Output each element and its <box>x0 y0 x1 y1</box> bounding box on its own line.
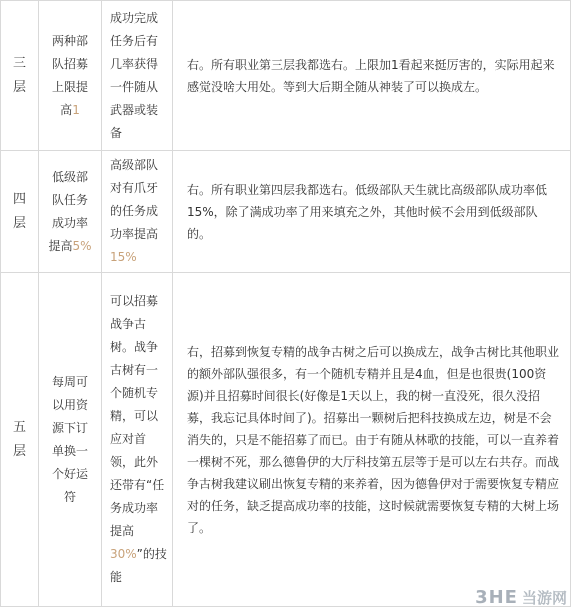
talent-effect-number: 15% <box>110 250 137 264</box>
choice-cell <box>173 273 571 607</box>
talent-name: 两种部队招募上限提高 <box>51 33 88 117</box>
tier-label: 五层 <box>12 419 26 459</box>
talent-effect: 成功完成任务后有几率获得一件随从武器或装备 <box>110 10 159 140</box>
talent-effect-cell <box>102 1 173 151</box>
table-row <box>1 273 571 607</box>
choice-text: 右，招募到恢复专精的战争古树之后可以换成左，战争古树比其他职业的额外部队强很多，有一个随机专精并且是4血，但是也很贵(100资源)并且招募时间很长(好像是1天以上，我的树一直没死，很久没招募，我忘记具体时间了)。招募出一颗树后把科技换成左边，树是不会消失的，只是不能招募了而已。由于有随从林歌的技能，可以一直养着一棵树不死，那么德鲁伊的大厅科技第五层等于是可以左右共存。而战争古树我建议刷出恢复专精的来养着，因为德鲁伊对于需要恢复专精应对的任务，缺乏提高成功率的技能，这时候就需要恢复专精的大树上场了。 <box>187 344 560 535</box>
talent-effect-tail: ”的技能 <box>110 547 167 584</box>
site-watermark <box>475 587 567 608</box>
tier-cell <box>1 273 39 607</box>
talent-name: 每周可以用资源下订单换一个好运符 <box>51 374 88 504</box>
talent-name-cell <box>39 1 102 151</box>
tier-cell <box>1 151 39 273</box>
talent-name: 低级部队任务成功率提高 <box>48 169 88 253</box>
talent-name-number: 1 <box>72 102 80 117</box>
choice-cell <box>173 1 571 151</box>
talent-effect: 可以招募战争古树。战争古树有一个随机专精，可以应对首领，此外还带有“任务成功率提高 <box>110 294 165 538</box>
table-row <box>1 1 571 151</box>
talent-name-number: 5% <box>72 238 92 253</box>
tier-label: 四层 <box>12 191 26 231</box>
choice-cell <box>173 151 571 273</box>
tier-cell <box>1 1 39 151</box>
table-row <box>1 151 571 273</box>
talent-name-cell <box>39 151 102 273</box>
talent-effect-number: 30% <box>110 547 137 561</box>
talent-effect-cell <box>102 273 173 607</box>
talent-effect-cell <box>102 151 173 273</box>
watermark-text: 当游网 <box>521 589 567 607</box>
tier-label: 三层 <box>12 55 26 95</box>
watermark-logo: 3HE <box>475 587 518 608</box>
choice-text: 右。所有职业第三层我都选右。上限加1看起来挺厉害的，实际用起来感觉没啥大用处。等到大后期全随从神装了可以换成左。 <box>187 57 555 94</box>
talent-effect: 高级部队对有爪牙的任务成功率提高 <box>110 158 159 241</box>
talent-name-cell <box>39 273 102 607</box>
choice-text: 右。所有职业第四层我都选右。低级部队天生就比高级部队成功率低15%，除了满成功率了用来填充之外，其他时候不会用到低级部队的。 <box>187 182 548 241</box>
